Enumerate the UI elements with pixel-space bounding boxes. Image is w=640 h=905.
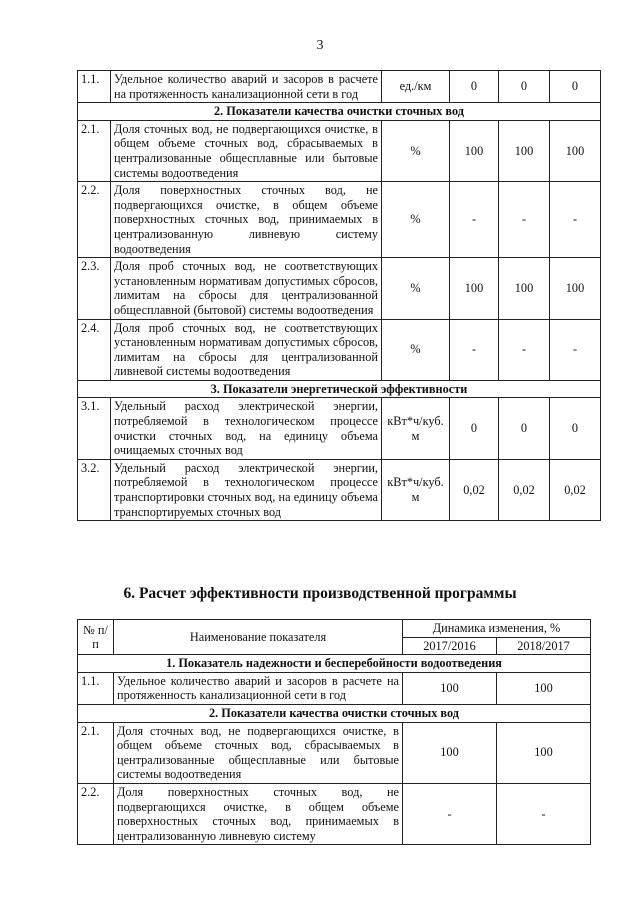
value-cell: - xyxy=(550,319,601,380)
header-num: № п/п xyxy=(78,620,114,655)
unit-cell: % xyxy=(382,319,450,380)
row-number: 2.3. xyxy=(78,258,111,319)
table-row xyxy=(78,71,601,103)
value-cell: 0,02 xyxy=(499,459,550,520)
table-row xyxy=(78,783,591,844)
row-number: 2.2. xyxy=(78,182,111,258)
value-cell: - xyxy=(403,783,497,844)
value-cell: - xyxy=(550,182,601,258)
unit-cell: кВт*ч/куб. м xyxy=(382,459,450,520)
value-cell: 0 xyxy=(550,398,601,459)
row-number: 3.1. xyxy=(78,398,111,459)
indicator-name: Доля сточных вод, не подвергающихся очистке, в общем объеме сточных вод, сбрасываемых в централизованные общесплавные или бытовые системы водоотведения xyxy=(111,120,382,181)
unit-cell: кВт*ч/куб. м xyxy=(382,398,450,459)
value-cell: - xyxy=(450,182,499,258)
indicator-name: Доля проб сточных вод, не соответствующих установленным нормативам допустимых сбросов, лимитам на сбросы для централизованной общесплавной (бытовой) системы водоотведения xyxy=(111,258,382,319)
section-title: 1. Показатель надежности и бесперебойности водоотведения xyxy=(78,655,591,673)
value-cell: 100 xyxy=(499,258,550,319)
value-cell: 100 xyxy=(497,672,591,704)
row-number: 3.2. xyxy=(78,459,111,520)
row-number: 2.2. xyxy=(78,783,114,844)
indicators-table xyxy=(77,70,601,521)
indicator-name: Удельное количество аварий и засоров в расчете на протяженность канализационной сети в год xyxy=(114,672,403,704)
header-col-2017-2016: 2017/2016 xyxy=(403,637,497,655)
table-row xyxy=(78,258,601,319)
row-number: 1.1. xyxy=(78,71,111,103)
indicator-name: Доля сточных вод, не подвергающихся очистке, в общем объеме сточных вод, сбрасываемых в централизованные общесплавные или бытовые системы водоотведения xyxy=(114,722,403,783)
indicator-name: Удельный расход электрической энергии, потребляемой в технологическом процессе транспортировки сточных вод, на единицу объема транспортируемых сточных вод xyxy=(111,459,382,520)
section-title: 2. Показатели качества очистки сточных вод xyxy=(78,103,601,121)
value-cell: 0 xyxy=(550,71,601,103)
value-cell: 0,02 xyxy=(550,459,601,520)
value-cell: 0 xyxy=(450,398,499,459)
row-number: 1.1. xyxy=(78,672,114,704)
section-row xyxy=(78,704,591,722)
value-cell: 100 xyxy=(550,258,601,319)
table-row xyxy=(78,672,591,704)
section-title: 2. Показатели качества очистки сточных вод xyxy=(78,704,591,722)
unit-cell: ед./км xyxy=(382,71,450,103)
value-cell: 0 xyxy=(499,398,550,459)
value-cell: 100 xyxy=(550,120,601,181)
section-row xyxy=(78,655,591,673)
table-row xyxy=(78,398,601,459)
table-row xyxy=(78,182,601,258)
value-cell: 100 xyxy=(403,722,497,783)
row-number: 2.1. xyxy=(78,120,111,181)
value-cell: - xyxy=(450,319,499,380)
value-cell: 0 xyxy=(450,71,499,103)
section-heading: 6. Расчет эффективности производственной программы xyxy=(123,585,517,602)
value-cell: - xyxy=(499,182,550,258)
header-col-2018-2017: 2018/2017 xyxy=(497,637,591,655)
unit-cell: % xyxy=(382,182,450,258)
header-dynamics: Динамика изменения, % xyxy=(403,620,591,638)
value-cell: 100 xyxy=(450,258,499,319)
indicator-name: Удельный расход электрической энергии, потребляемой в технологическом процессе очистки сточных вод, на единицу объема очищаемых сточных вод xyxy=(111,398,382,459)
value-cell: 100 xyxy=(499,120,550,181)
efficiency-table xyxy=(77,619,591,845)
row-number: 2.4. xyxy=(78,319,111,380)
header-name: Наименование показателя xyxy=(114,620,403,655)
value-cell: 100 xyxy=(450,120,499,181)
value-cell: 0 xyxy=(499,71,550,103)
indicator-name: Доля поверхностных сточных вод, не подвергающихся очистке, в общем объеме поверхностных сточных вод, принимаемых в централизованную ливневую систему водоотведения xyxy=(111,182,382,258)
indicator-name: Доля проб сточных вод, не соответствующих установленным нормативам допустимых сбросов, лимитам на сбросы для централизованной ливневой системы водоотведения xyxy=(111,319,382,380)
table-row xyxy=(78,319,601,380)
indicator-name: Удельное количество аварий и засоров в расчете на протяженность канализационной сети в год xyxy=(111,71,382,103)
page-number: 3 xyxy=(316,38,324,53)
value-cell: 0,02 xyxy=(450,459,499,520)
value-cell: 100 xyxy=(403,672,497,704)
unit-cell: % xyxy=(382,120,450,181)
value-cell: 100 xyxy=(497,722,591,783)
table-row xyxy=(78,120,601,181)
section-row xyxy=(78,380,601,398)
section-title: 3. Показатели энергетической эффективности xyxy=(78,380,601,398)
row-number: 2.1. xyxy=(78,722,114,783)
table-row xyxy=(78,459,601,520)
section-row xyxy=(78,103,601,121)
indicator-name: Доля поверхностных сточных вод, не подвергающихся очистке, в общем объеме поверхностных сточных вод, принимаемых в централизованную ливневую систему xyxy=(114,783,403,844)
table-row xyxy=(78,722,591,783)
value-cell: - xyxy=(499,319,550,380)
value-cell: - xyxy=(497,783,591,844)
unit-cell: % xyxy=(382,258,450,319)
